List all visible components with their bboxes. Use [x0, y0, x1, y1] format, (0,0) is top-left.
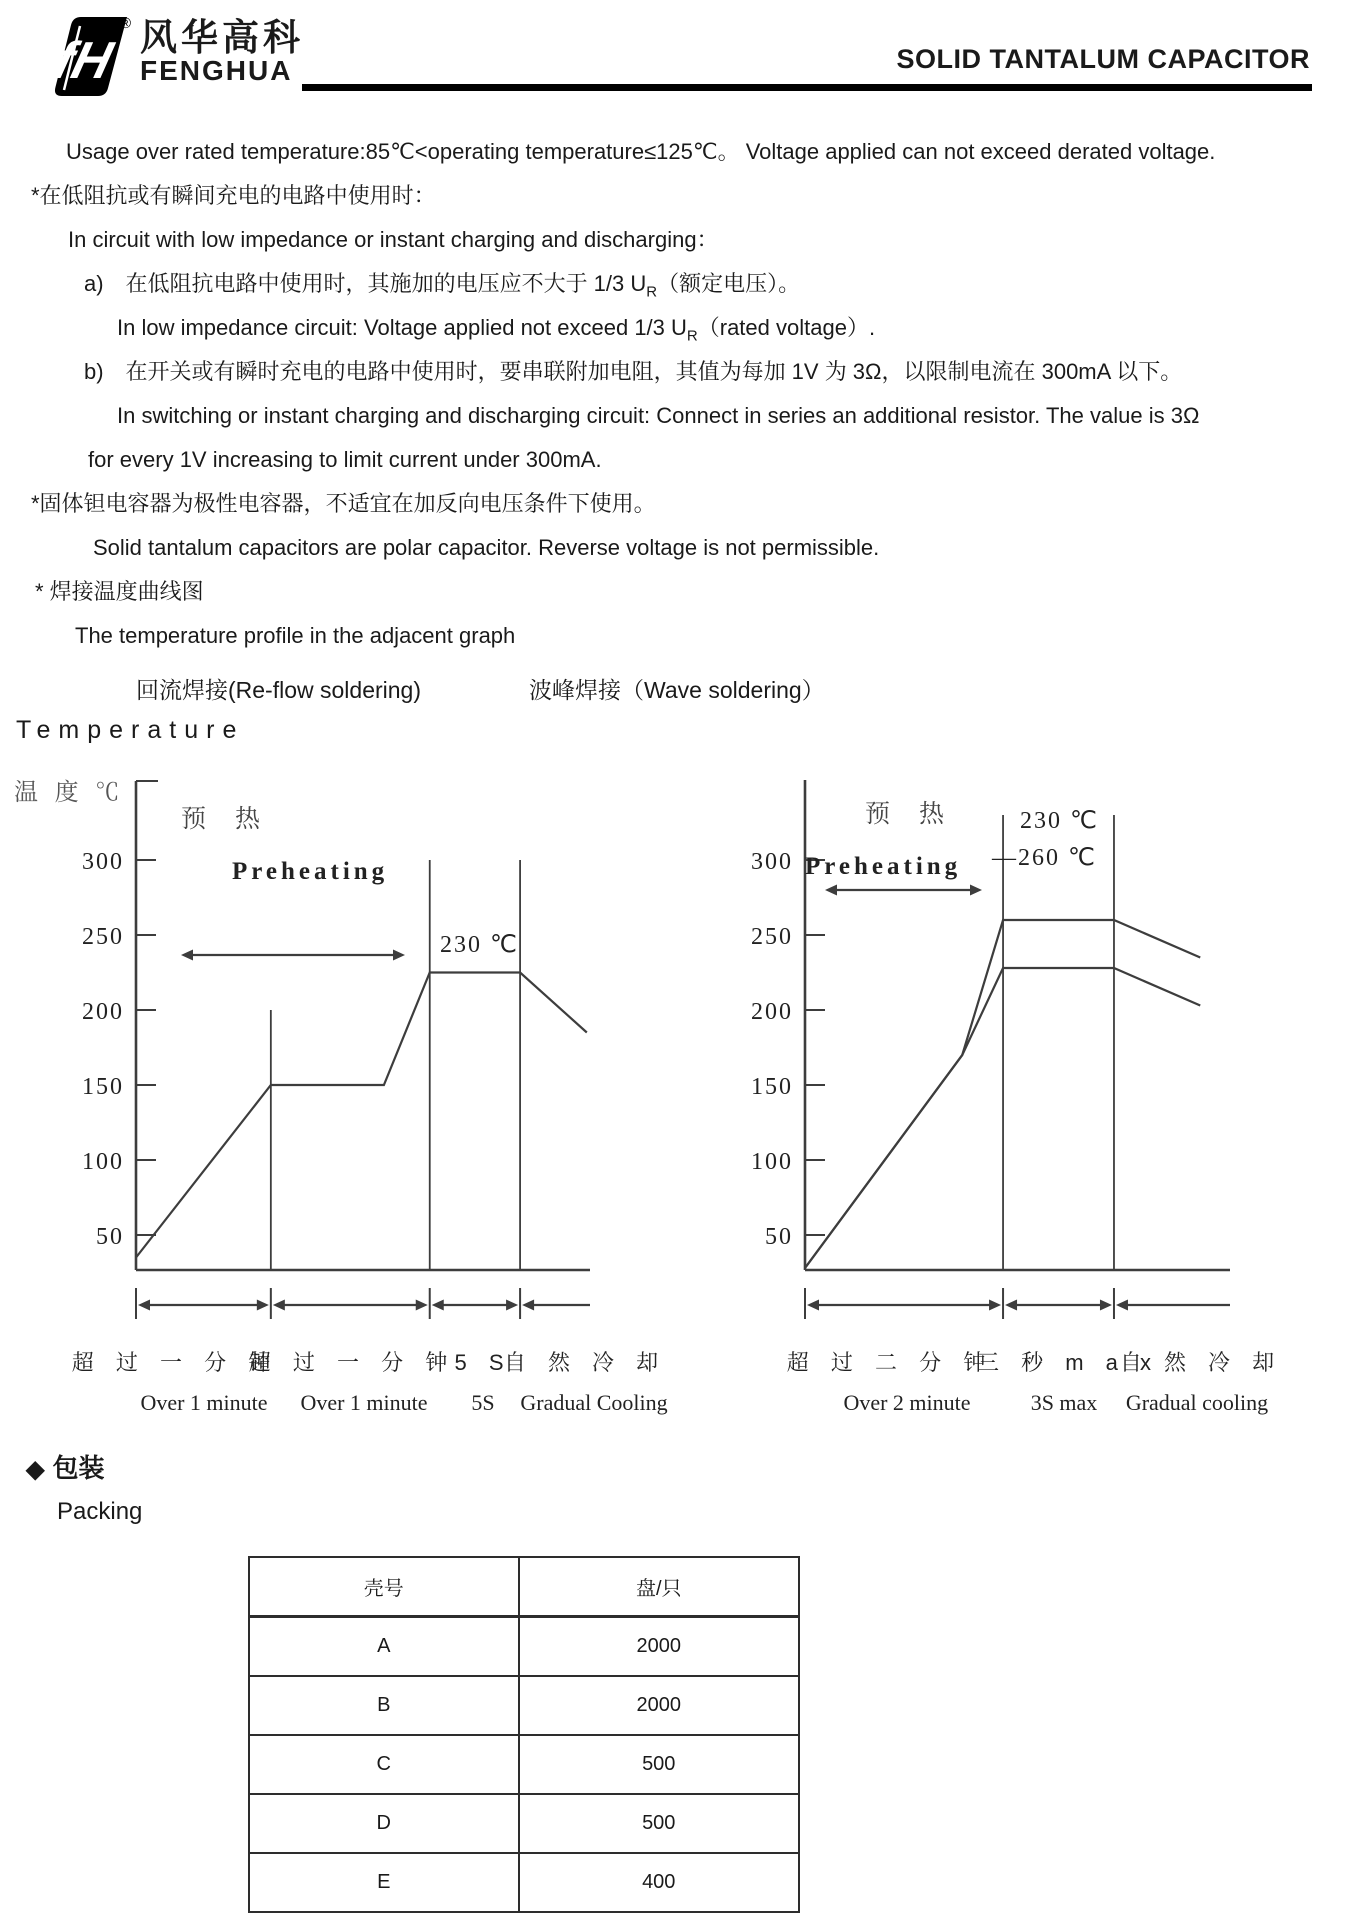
segment-label-en: Gradual cooling	[1125, 1390, 1269, 1415]
solder-profile-cn	[0, 570, 1372, 614]
paragraph-text: * 焊接温度曲线图	[35, 579, 204, 604]
segment-label-en: Over 1 minute	[300, 1390, 428, 1415]
arrowhead-icon	[970, 885, 982, 896]
paragraph-text: for every 1V increasing to limit current under 300mA.	[88, 447, 602, 472]
y-tick-label: 250	[82, 924, 124, 950]
solder-profile-en	[0, 614, 1372, 658]
segment-label-cn: 自 然 冷 却	[503, 1350, 667, 1375]
paragraph-text: a) 在低阻抗电路中使用时，其施加的电压应不大于 1/3 U	[84, 271, 647, 296]
paragraph-text: *固体钽电容器为极性电容器，不适宜在加反向电压条件下使用。	[31, 491, 656, 516]
preheat-label-en: Preheating	[805, 853, 962, 880]
paragraph-text: （额定电压）。	[657, 271, 801, 296]
y-tick-label: 300	[751, 849, 793, 875]
item-b-en-2	[0, 438, 1372, 482]
y-tick-label: 50	[765, 1224, 793, 1250]
polar-note-cn	[0, 482, 1372, 526]
segment-label-en: 5S	[471, 1390, 495, 1415]
peak-temp-label: —260 ℃	[992, 845, 1097, 871]
table-row	[249, 1676, 799, 1735]
arrowhead-icon	[506, 1300, 518, 1311]
segment-label-cn: 超 过 二 分 钟	[786, 1350, 994, 1375]
y-tick-label: 200	[82, 999, 124, 1025]
subscript-text: R	[646, 283, 658, 301]
low-impedance-note-cn	[0, 174, 1372, 218]
paragraph-text: In circuit with low impedance or instant charging and discharging：	[68, 227, 719, 252]
qty-cell: 2000	[519, 1617, 800, 1677]
qty-cell: 500	[519, 1794, 800, 1853]
polar-note-en	[0, 526, 1372, 570]
logo-name-en: FENGHUA	[140, 55, 293, 86]
table-row	[249, 1735, 799, 1794]
case-code-cell: D	[249, 1794, 519, 1853]
item-a-cn	[0, 262, 1372, 306]
peak-temp-label: 230 ℃	[440, 932, 519, 958]
paragraph-text: *在低阻抗或有瞬间充电的电路中使用时：	[31, 183, 436, 208]
table-row	[249, 1853, 799, 1912]
reflow-caption: 回流焊接(Re-flow soldering)	[136, 677, 422, 703]
segment-label-cn: 超 过 一 分 钟	[248, 1350, 456, 1375]
logo-text	[140, 18, 304, 84]
body-paragraphs	[0, 130, 1372, 658]
y-tick-label: 50	[96, 1224, 124, 1250]
segment-label-en: Gradual Cooling	[520, 1390, 668, 1415]
y-tick-label: 150	[751, 1074, 793, 1100]
table-header-row	[249, 1557, 799, 1617]
arrowhead-icon	[825, 885, 837, 896]
arrowhead-icon	[416, 1300, 428, 1311]
table-row	[249, 1794, 799, 1853]
arrowhead-icon	[1005, 1300, 1017, 1311]
wave-soldering-chart	[730, 770, 1290, 1435]
temperature-heading: Temperature	[16, 716, 245, 744]
fenghua-logo-icon	[28, 12, 132, 104]
paragraph-text: （rated voltage）.	[697, 315, 876, 340]
paragraph-text: In switching or instant charging and discharging circuit: Connect in series an additional resistor. The value is 3Ω	[117, 403, 1200, 428]
preheat-label-cn: 预 热	[181, 805, 271, 833]
qty-cell: 400	[519, 1853, 800, 1912]
segment-label-cn: 超 过 一 分 钟	[71, 1350, 279, 1375]
y-tick-label: 250	[751, 924, 793, 950]
qty-cell: 2000	[519, 1676, 800, 1735]
packing-title-cn: 包装	[52, 1453, 105, 1483]
packing-table-head	[249, 1557, 799, 1617]
chart-captions	[0, 672, 1372, 706]
item-a-en	[0, 306, 1372, 350]
packing-heading-cn	[26, 1448, 104, 1485]
segment-label-en: Over 2 minute	[843, 1390, 971, 1415]
reflow-soldering-chart	[10, 770, 690, 1435]
packing-table-body	[249, 1617, 799, 1913]
arrowhead-icon	[989, 1300, 1001, 1311]
arrowhead-icon	[1100, 1300, 1112, 1311]
arrowhead-icon	[273, 1300, 285, 1311]
y-tick-label: 100	[82, 1149, 124, 1175]
table-row	[249, 1617, 799, 1677]
subscript-text: R	[686, 327, 698, 345]
qty-cell: 500	[519, 1735, 800, 1794]
y-tick-label: 200	[751, 999, 793, 1025]
logo-name-cn: 风华高科	[140, 17, 304, 58]
diamond-bullet-icon: ◆	[26, 1456, 45, 1483]
usage-derate-line	[0, 130, 1372, 174]
case-code-cell: E	[249, 1853, 519, 1912]
case-code-cell: A	[249, 1617, 519, 1677]
paragraph-text: Solid tantalum capacitors are polar capacitor. Reverse voltage is not permissible.	[93, 535, 880, 560]
page-header	[0, 0, 1372, 100]
header-rule	[302, 84, 1312, 91]
packing-table	[248, 1556, 800, 1913]
paragraph-text: b) 在开关或有瞬时充电的电路中使用时，要串联附加电阻，其值为每加 1V 为 3Ω，以限制电流在 300mA 以下。	[84, 359, 1183, 384]
arrowhead-icon	[257, 1300, 269, 1311]
paragraph-text: Usage over rated temperature:85℃<operating temperature≤125℃。 Voltage applied can not exceed derated voltage.	[66, 139, 1216, 164]
paragraph-text: The temperature profile in the adjacent graph	[75, 623, 516, 648]
case-code-cell: C	[249, 1735, 519, 1794]
arrowhead-icon	[138, 1300, 150, 1311]
peak-temp-label: 230 ℃	[1020, 808, 1099, 834]
case-code-header: 壳号	[249, 1557, 519, 1617]
segment-label-cn: 自 然 冷 却	[1119, 1350, 1283, 1375]
packing-heading-en: Packing	[57, 1498, 143, 1525]
arrowhead-icon	[181, 950, 193, 961]
segment-label-cn: 5 S	[454, 1350, 512, 1375]
arrowhead-icon	[807, 1300, 819, 1311]
arrowhead-icon	[432, 1300, 444, 1311]
preheat-label-cn: 预 热	[865, 800, 955, 828]
item-b-cn	[0, 350, 1372, 394]
registered-mark-icon: ®	[120, 15, 132, 32]
logo-monogram: fH	[48, 31, 118, 90]
segment-label-cn: 三 秒 m a x	[976, 1350, 1160, 1375]
y-axis-label: 温 度 ℃	[14, 779, 125, 806]
y-tick-label: 300	[82, 849, 124, 875]
segment-label-en: 3S max	[1030, 1390, 1098, 1415]
page-title: SOLID TANTALUM CAPACITOR	[896, 44, 1310, 74]
y-tick-label: 100	[751, 1149, 793, 1175]
wave-caption: 波峰焊接（Wave soldering）	[529, 677, 825, 703]
paragraph-text: In low impedance circuit: Voltage applied not exceed 1/3 U	[117, 315, 687, 340]
arrowhead-icon	[393, 950, 405, 961]
case-code-cell: B	[249, 1676, 519, 1735]
item-b-en-1	[0, 394, 1372, 438]
qty-per-reel-header: 盘/只	[519, 1557, 800, 1617]
segment-label-en: Over 1 minute	[140, 1390, 268, 1415]
low-impedance-note-en	[0, 218, 1372, 262]
y-tick-label: 150	[82, 1074, 124, 1100]
preheat-label-en: Preheating	[232, 858, 389, 885]
